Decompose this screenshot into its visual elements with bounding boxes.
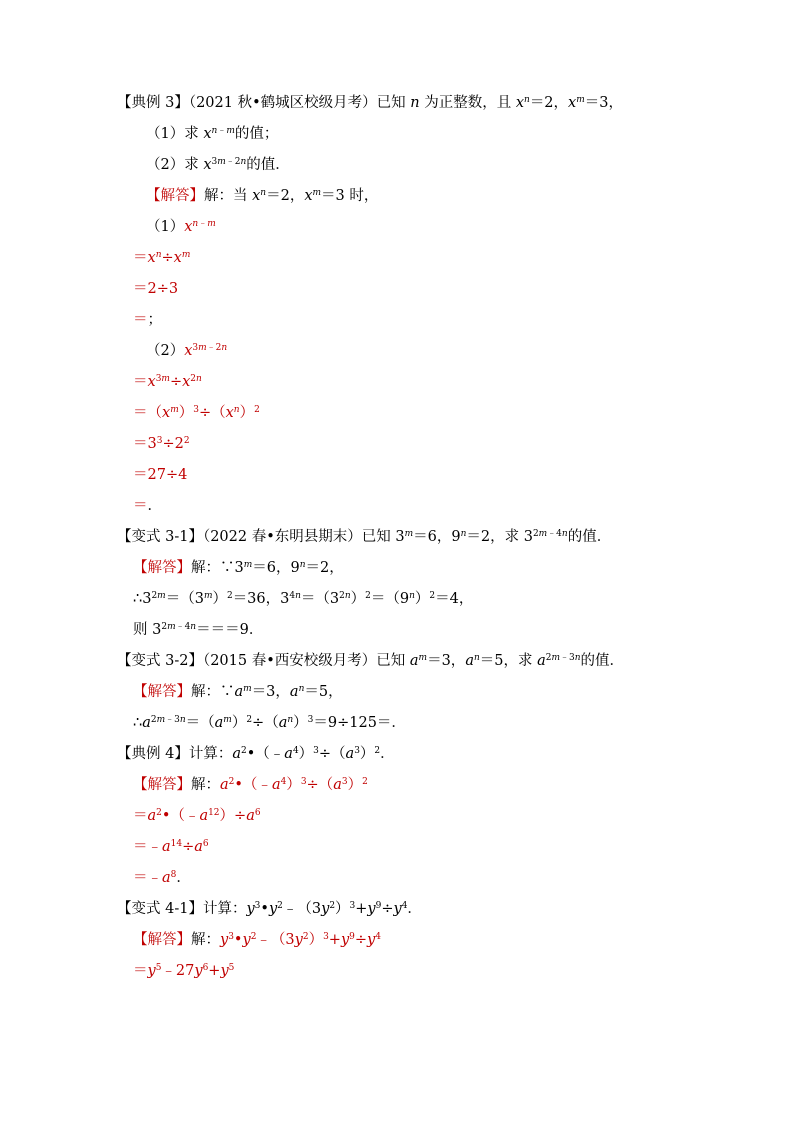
text-line: 【解答】解：$\because 3^m=6$，$9^n=2$， (133, 560, 344, 576)
text-line: 【典例 4】计算：$a^2•(﹣a^4)^3\div(a^3)^2$． (117, 746, 395, 762)
text-line: $=x^n\div x^m$ (133, 250, 191, 266)
text-line: 【变式 3-2】（2015 春•西安校级月考）已知 $a^m=3$，$a^n=5$，求 $a^{2m﹣3n}$的值． (117, 653, 625, 669)
text-line: $=x^{3m}\div x^{2n}$ (133, 374, 202, 390)
text-line: 【典例 3】（2021 秋•鹤城区校级月考）已知 n 为正整数，且 $x^n=2$，$x^m=3$， (117, 95, 623, 111)
text-line: 【解答】解：$y^3•y^2﹣(3y^2)^3+y^9\div y^4$ (133, 932, 381, 948)
text-line: $=﹣a^{14}\div a^6$ (133, 839, 209, 855)
text-line: （2）求 $x^{3m﹣2n}$的值． (146, 157, 290, 173)
text-line: 【变式 4-1】计算：$y^3•y^2﹣(3y^2)^3+y^9\div y^4$． (117, 901, 422, 917)
text-line: $\therefore 3^{2m}=(3^m)^2=36$，$3^{4n}=(3^{2n})^2=(9^n)^2=4$， (133, 591, 474, 607)
text-line: $\therefore a^{2m﹣3n}=(a^m)^2\div(a^n)^3=9\div 125=$． (133, 715, 406, 731)
text-line: $=﹣a^8$． (133, 870, 191, 886)
text-line: $=(x^m)^3\div(x^n)^2$ (133, 405, 260, 421)
text-line: 【解答】解：$a^2•(﹣a^4)^3\div(a^3)^2$ (133, 777, 368, 793)
text-line: ＝； (133, 312, 162, 328)
text-line: $=y^5﹣27y^6+y^5$ (133, 963, 235, 979)
text-line: $(1)x^{n﹣m}$ (146, 219, 216, 235)
text-line: ＝2÷3 (133, 281, 179, 297)
text-line: （1）求 $x^{n﹣m}$的值； (146, 126, 279, 142)
text-line: $(2)x^{3m﹣2n}$ (146, 343, 228, 359)
text-line: 【变式 3-1】（2022 春•东明县期末）已知 $3^m=6$，$9^n=2$，求 $3^{2m﹣4n}$的值． (117, 529, 612, 545)
text-line: $=a^2•(﹣a^{12})\div a^6$ (133, 808, 261, 824)
text-line: ＝． (133, 498, 162, 514)
text-line: 则 $3^{2m﹣4n}===9$． (133, 622, 264, 638)
text-line: 【解答】解：当 $x^n=2$，$x^m=3$ 时， (146, 188, 379, 204)
text-line: ＝27÷4 (133, 467, 188, 483)
text-line: 【解答】解：$\because a^m=3$，$a^n=5$， (133, 684, 343, 700)
text-line: $=3^3\div 2^2$ (133, 436, 190, 452)
